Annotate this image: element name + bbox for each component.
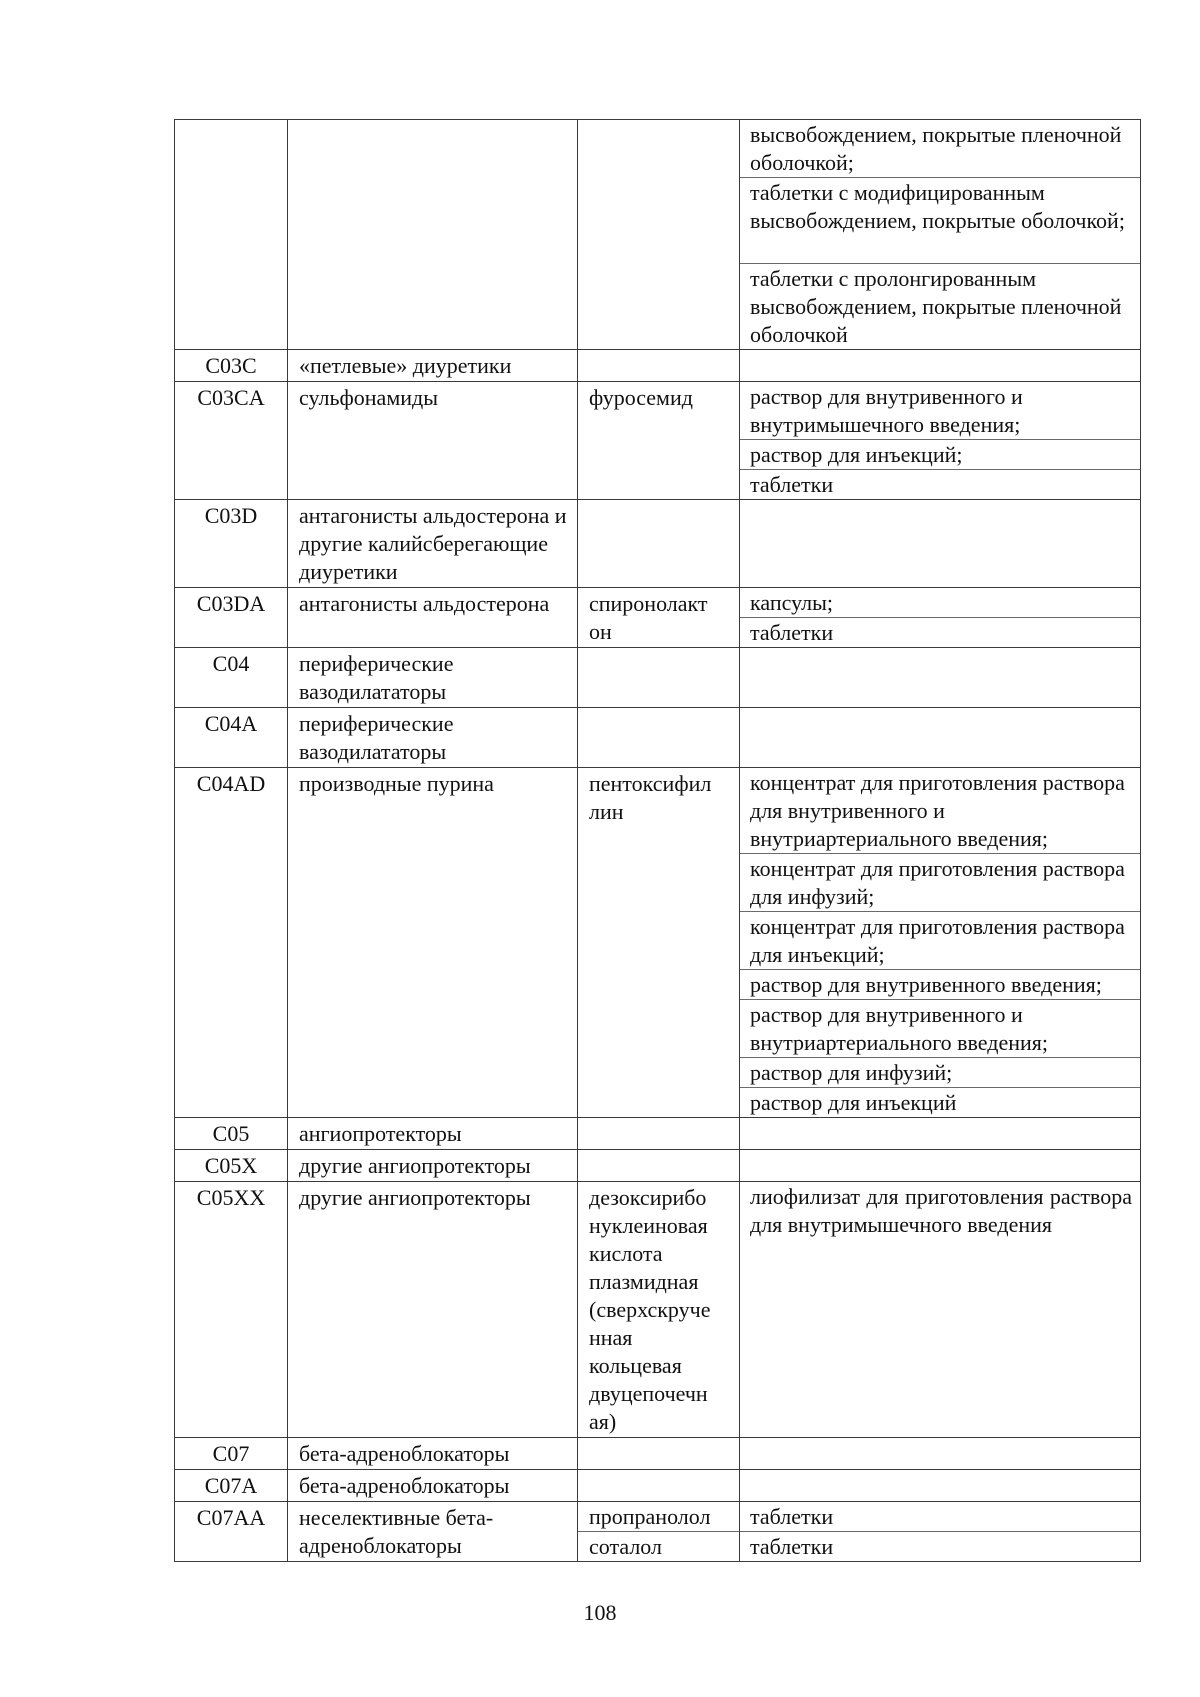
dosage-form: концентрат для приготовления раствора для внутривенного и внутриартериального введения; — [750, 770, 1125, 851]
dosage-form: раствор для инъекций — [740, 1087, 1140, 1117]
dosage-form: раствор для внутривенного и внутриартериального введения; — [740, 999, 1140, 1057]
atc-code-cell: C07 — [175, 1438, 288, 1470]
group-cell: бета-адреноблокаторы — [288, 1438, 578, 1470]
inn-cell: пентоксифил лин — [578, 768, 740, 1118]
dosage-form — [740, 708, 1140, 709]
dosage-form — [740, 500, 1140, 501]
dosage-form: таблетки — [750, 1504, 834, 1529]
group-cell: бета-адреноблокаторы — [288, 1470, 578, 1502]
dosage-forms-cell — [740, 1470, 1141, 1502]
atc-code-cell: C05 — [175, 1118, 288, 1150]
dosage-form: таблетки — [740, 469, 1140, 499]
dosage-forms-cell — [740, 648, 1141, 708]
inn-cell: дезоксирибо нуклеиновая кислота плазмидная (сверхскруче нная кольцевая двуцепочечн ая) — [578, 1182, 740, 1438]
dosage-form: раствор для внутривенного введения; — [740, 969, 1140, 999]
inn-cell — [578, 1118, 740, 1150]
atc-code-cell: C03D — [175, 500, 288, 588]
dosage-form — [740, 1438, 1140, 1439]
dosage-form: концентрат для приготовления раствора для инъекций; — [740, 911, 1140, 969]
inn-item: пропранолол — [589, 1504, 711, 1529]
group-cell: периферические вазодилататоры — [288, 708, 578, 768]
table-row — [175, 350, 1141, 382]
dosage-form: таблетки с модифицированным высвобождением, покрытые оболочкой; — [740, 177, 1140, 263]
group-cell: антагонисты альдостерона и другие калийсберегающие диуретики — [288, 500, 578, 588]
dosage-forms-cell — [740, 708, 1141, 768]
inn-cell — [578, 120, 740, 350]
inn-cell — [578, 350, 740, 382]
atc-code-cell: C03DA — [175, 588, 288, 648]
dosage-forms-cell — [740, 382, 1141, 500]
inn-cell — [578, 1438, 740, 1470]
atc-code-cell: C05X — [175, 1150, 288, 1182]
group-cell: производные пурина — [288, 768, 578, 1118]
atc-code-cell: C04 — [175, 648, 288, 708]
table-row — [175, 708, 1141, 768]
group-cell: «петлевые» диуретики — [288, 350, 578, 382]
dosage-forms-cell — [740, 588, 1141, 648]
dosage-form: раствор для внутривенного и внутримышечного введения; — [750, 384, 1023, 437]
group-cell: другие ангиопротекторы — [288, 1150, 578, 1182]
dosage-forms-cell — [740, 1182, 1141, 1438]
dosage-form: лиофилизат для приготовления раствора для внутримышечного введения — [750, 1184, 1132, 1237]
group-cell: периферические вазодилататоры — [288, 648, 578, 708]
dosage-forms-cell — [740, 1502, 1141, 1562]
atc-code-cell: C04AD — [175, 768, 288, 1118]
atc-code-cell: C07AA — [175, 1502, 288, 1562]
dosage-forms-cell — [740, 1118, 1141, 1150]
inn-cell — [578, 708, 740, 768]
group-cell — [288, 120, 578, 350]
inn-item: соталол — [578, 1531, 739, 1561]
group-cell: неселективные бета-адреноблокаторы — [288, 1502, 578, 1562]
page-number: 108 — [583, 1600, 617, 1625]
atc-code-cell: C05XX — [175, 1182, 288, 1438]
dosage-form — [740, 648, 1140, 649]
table-row — [175, 1502, 1141, 1562]
table-row — [175, 588, 1141, 648]
dosage-forms-cell — [740, 120, 1141, 350]
table-row — [175, 648, 1141, 708]
atc-code-cell: C04A — [175, 708, 288, 768]
dosage-form — [740, 1150, 1140, 1151]
atc-code-cell: C07A — [175, 1470, 288, 1502]
inn-cell — [578, 1150, 740, 1182]
table-row — [175, 1118, 1141, 1150]
dosage-form: концентрат для приготовления раствора для инфузий; — [740, 853, 1140, 911]
inn-cell: спиронолакт он — [578, 588, 740, 648]
atc-code-cell: C03C — [175, 350, 288, 382]
group-cell: ангиопротекторы — [288, 1118, 578, 1150]
dosage-forms-cell — [740, 768, 1141, 1118]
table-row — [175, 1182, 1141, 1438]
table-row — [175, 382, 1141, 500]
inn-cell — [578, 1502, 740, 1562]
dosage-forms-cell — [740, 500, 1141, 588]
table-row — [175, 1150, 1141, 1182]
dosage-form: таблетки с пролонгированным высвобождением, покрытые пленочной оболочкой — [740, 263, 1140, 349]
group-cell: сульфонамиды — [288, 382, 578, 500]
group-cell: антагонисты альдостерона — [288, 588, 578, 648]
dosage-form: таблетки — [740, 1531, 1140, 1561]
dosage-form — [740, 1470, 1140, 1471]
dosage-forms-cell — [740, 1150, 1141, 1182]
dosage-form: раствор для инъекций; — [740, 439, 1140, 469]
table-row — [175, 500, 1141, 588]
dosage-form — [740, 1118, 1140, 1119]
dosage-form — [740, 350, 1140, 351]
table-row — [175, 1438, 1141, 1470]
inn-cell — [578, 1470, 740, 1502]
atc-code-cell: C03CA — [175, 382, 288, 500]
drug-classification-table — [174, 119, 1141, 1562]
dosage-form: раствор для инфузий; — [740, 1057, 1140, 1087]
dosage-form: высвобождением, покрытые пленочной оболочкой; — [750, 122, 1122, 175]
inn-cell: фуросемид — [578, 382, 740, 500]
inn-cell — [578, 500, 740, 588]
dosage-form: капсулы; — [750, 590, 833, 615]
dosage-forms-cell — [740, 350, 1141, 382]
table-row — [175, 1470, 1141, 1502]
table-row — [175, 768, 1141, 1118]
atc-code-cell — [175, 120, 288, 350]
table-row — [175, 120, 1141, 350]
dosage-form: таблетки — [740, 617, 1140, 647]
dosage-forms-cell — [740, 1438, 1141, 1470]
inn-cell — [578, 648, 740, 708]
group-cell: другие ангиопротекторы — [288, 1182, 578, 1438]
